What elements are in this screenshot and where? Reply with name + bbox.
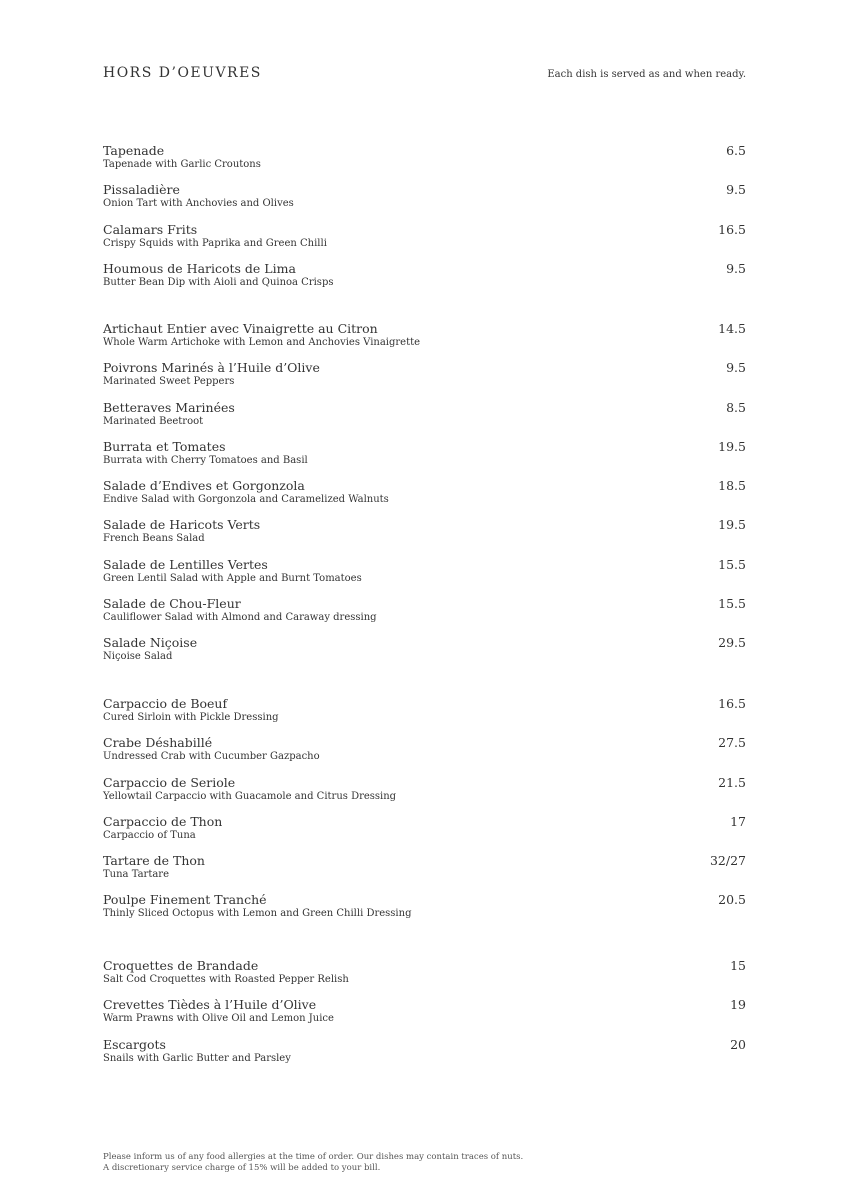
dish-description: Thinly Sliced Octopus with Lemon and Green Chilli Dressing: [103, 908, 412, 920]
dish-description: Salt Cod Croquettes with Roasted Pepper Relish: [103, 974, 349, 985]
menu-item: [103, 735, 746, 774]
dish-description: French Beans Salad: [103, 533, 205, 545]
dish-name: Tartare de Thon: [103, 853, 205, 869]
dish-description: Onion Tart with Anchovies and Olives: [103, 198, 294, 210]
dish-price: 16.5: [718, 696, 746, 711]
menu-item: [103, 439, 746, 478]
page-title: HORS D’OEUVRES: [103, 65, 262, 81]
menu-item: [103, 182, 746, 221]
menu-item: [103, 1037, 746, 1076]
dish-description: Endive Salad with Gorgonzola and Caramelized Walnuts: [103, 494, 389, 506]
menu-section-1: [103, 143, 746, 300]
allergy-notice: Please inform us of any food allergies at the time of order. Our dishes may contain traces of nuts.: [103, 1152, 524, 1162]
menu-item: [103, 892, 746, 931]
dish-price: 20.5: [718, 892, 746, 908]
dish-price: 8.5: [726, 399, 746, 415]
dish-name: Betteraves Marinées: [103, 399, 235, 415]
menu-item: [103, 775, 746, 814]
dish-description: Yellowtail Carpaccio with Guacamole and Citrus Dressing: [103, 790, 397, 802]
dish-description: Niçoise Salad: [103, 651, 173, 663]
dish-price: 27.5: [718, 735, 746, 751]
menu-item: [103, 400, 746, 439]
dish-price: 9.5: [726, 260, 746, 276]
dish-name: Salade d’Endives et Gorgonzola: [103, 478, 305, 494]
menu-item: [103, 958, 746, 997]
dish-price: 9.5: [726, 182, 746, 198]
dish-description: Marinated Sweet Peppers: [103, 376, 235, 388]
dish-name: Carpaccio de Seriole: [103, 774, 236, 790]
dish-price: 19.5: [718, 438, 746, 454]
dish-name: Salade de Lentilles Vertes: [103, 556, 268, 572]
dish-description: Cauliflower Salad with Almond and Caraway dressing: [103, 612, 377, 624]
dish-price: 15.5: [718, 556, 746, 572]
dish-price: 6.5: [726, 143, 746, 158]
dish-description: Tapenade with Garlic Croutons: [103, 159, 261, 170]
menu-section-3: [103, 696, 746, 932]
dish-price: 14.5: [718, 321, 746, 336]
menu-section-4: [103, 958, 746, 1076]
dish-price: 19: [730, 997, 746, 1013]
dish-name: Crabe Déshabillé: [103, 735, 213, 751]
dish-name: Carpaccio de Thon: [103, 813, 223, 829]
menu-item: [103, 517, 746, 556]
menu-item: [103, 596, 746, 635]
dish-name: Carpaccio de Boeuf: [103, 696, 228, 711]
dish-name: Poivrons Marinés à l’Huile d’Olive: [103, 360, 320, 376]
menu-item: [103, 696, 746, 735]
dish-description: Green Lentil Salad with Apple and Burnt Tomatoes: [103, 572, 362, 584]
menu-item: [103, 261, 746, 300]
menu-item: [103, 635, 746, 674]
dish-price: 19.5: [718, 517, 746, 533]
dish-price: 17: [730, 813, 746, 829]
dish-description: Butter Bean Dip with Aioli and Quinoa Crisps: [103, 276, 334, 288]
dish-name: Crevettes Tièdes à l’Huile d’Olive: [103, 997, 317, 1013]
dish-price: 15: [730, 958, 746, 973]
dish-name: Salade de Haricots Verts: [103, 517, 261, 533]
dish-description: Marinated Beetroot: [103, 415, 204, 427]
dish-price: 15.5: [718, 596, 746, 612]
dish-description: Whole Warm Artichoke with Lemon and Anchovies Vinaigrette: [103, 337, 421, 348]
dish-description: Crispy Squids with Paprika and Green Chilli: [103, 237, 327, 249]
dish-description: Snails with Garlic Butter and Parsley: [103, 1052, 291, 1064]
dish-price: 18.5: [718, 478, 746, 494]
dish-name: Croquettes de Brandade: [103, 958, 259, 973]
dish-name: Salade de Chou-Fleur: [103, 596, 241, 612]
menu-item: [103, 853, 746, 892]
dish-name: Artichaut Entier avec Vinaigrette au Citron: [103, 321, 378, 336]
menu-item: [103, 321, 746, 360]
menu-item: [103, 557, 746, 596]
dish-name: Salade Niçoise: [103, 635, 198, 651]
dish-name: Tapenade: [103, 143, 165, 158]
dish-price: 32/27: [709, 853, 746, 869]
allergy-footer: [103, 1152, 523, 1173]
dish-description: Undressed Crab with Cucumber Gazpacho: [103, 751, 320, 763]
dish-description: Warm Prawns with Olive Oil and Lemon Juice: [103, 1013, 334, 1025]
dish-name: Houmous de Haricots de Lima: [103, 260, 296, 276]
dish-name: Poulpe Finement Tranché: [103, 892, 267, 908]
dish-name: Escargots: [103, 1036, 166, 1052]
dish-price: 29.5: [718, 635, 746, 651]
menu-item: [103, 997, 746, 1036]
service-charge-notice: A discretionary service charge of 15% will be added to your bill.: [103, 1162, 381, 1173]
menu-item: [103, 360, 746, 399]
menu-item: [103, 143, 746, 182]
dish-description: Burrata with Cherry Tomatoes and Basil: [103, 454, 308, 466]
menu-item: [103, 814, 746, 853]
dish-name: Calamars Frits: [103, 221, 198, 237]
dish-description: Cured Sirloin with Pickle Dressing: [103, 712, 279, 723]
dish-description: Carpaccio of Tuna: [103, 829, 196, 841]
dish-price: 9.5: [726, 360, 746, 376]
dish-name: Burrata et Tomates: [103, 438, 226, 454]
menu-item: [103, 222, 746, 261]
menu-section-2: [103, 321, 746, 675]
dish-description: Tuna Tartare: [103, 869, 170, 881]
dish-name: Pissaladière: [103, 182, 180, 198]
menu-item: [103, 478, 746, 517]
service-note: Each dish is served as and when ready.: [547, 69, 746, 80]
dish-price: 21.5: [718, 774, 746, 790]
dish-price: 20: [730, 1036, 746, 1052]
dish-price: 16.5: [718, 221, 746, 237]
